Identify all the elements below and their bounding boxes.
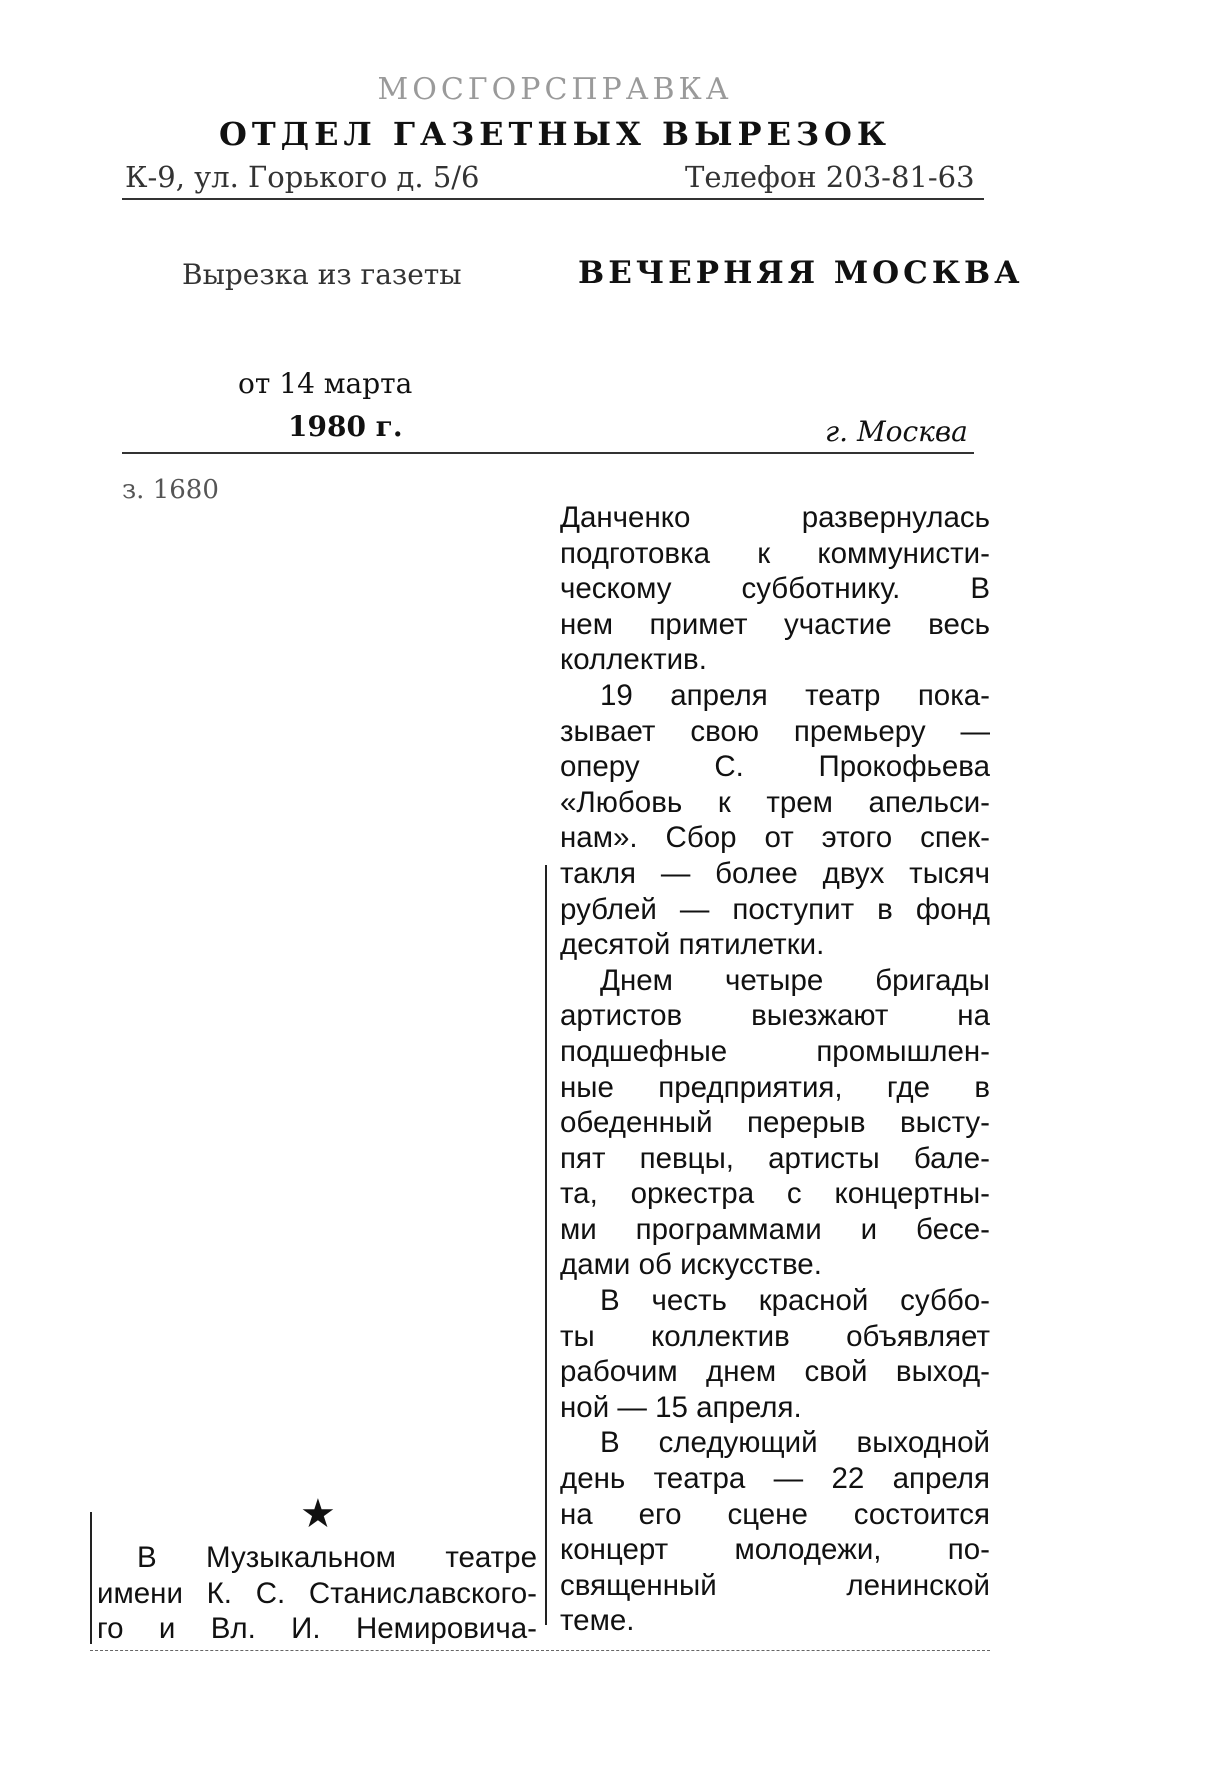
article-line: Данченко развернулась [560,501,990,534]
article-right-column [560,500,990,1639]
article-line: такля — более двух тысяч [560,856,990,890]
organization-name: МОСГОРСПРАВКА [377,72,733,107]
article-line: священный ленинской [560,1568,990,1602]
article-line: нам». Сбор от этого спек- [560,821,990,855]
article-line: ной — 15 апреля. [560,1390,802,1424]
article-line: десятой пятилетки. [560,928,825,962]
article-line: рабочим днем свой выход- [560,1355,990,1389]
article-line: день театра — 22 апреля [560,1462,990,1496]
article-line: В следующий выходной [600,1426,990,1460]
date-divider [122,452,974,454]
clip-edge-left [90,1512,92,1644]
column-divider [545,865,547,1625]
department-title: ОТДЕЛ ГАЗЕТНЫХ ВЫРЕЗОК [218,115,892,153]
article-line: дами об искусстве. [560,1248,822,1282]
article-line: подшефные промышлен- [560,1034,990,1068]
article-line: Днем четыре бригады [600,963,990,997]
article-line: ные предприятия, где в [560,1070,990,1104]
header-divider [122,198,984,200]
article-line: артистов выезжают на [560,999,990,1033]
article-line: рублей — поступит в фонд [560,892,990,926]
article-line: го и Вл. И. Немировича- [97,1612,537,1646]
article-line: нем примет участие весь [560,607,990,641]
clipping-year: 1980 г. [288,410,403,443]
clipping-date: от 14 марта [238,367,413,400]
city-text: г. Москва [825,415,968,448]
article-line: В честь красной суббо- [600,1284,990,1318]
reference-number: з. 1680 [122,475,219,505]
article-line: «Любовь к трем апельси- [560,785,990,819]
article-line: В Музыкальном театре [137,1541,537,1574]
article-line: оперу С. Прокофьева [560,750,990,784]
article-line: ты коллектив объявляет [560,1319,990,1353]
article-line: коллектив. [560,643,707,677]
article-line: та, оркестра с концертны- [560,1177,990,1211]
article-line: зывает свою премьеру — [560,714,990,748]
star-icon: ★ [300,1491,336,1537]
article-line: теме. [560,1604,635,1638]
article-line: пят певцы, артисты бале- [560,1141,990,1175]
phone-text: Телефон 203-81-63 [685,160,975,194]
article-line: ческому субботнику. В [560,572,990,606]
clipping-label: Вырезка из газеты [182,258,462,291]
clip-edge-bottom [90,1650,990,1651]
article-line: имени К. С. Станиславского- [97,1576,537,1610]
article-line: на его сцене состоится [560,1497,990,1531]
article-line: 19 апреля театр пока- [600,678,990,712]
article-line: обеденный перерыв высту- [560,1106,990,1140]
article-line: ми программами и бесе- [560,1212,990,1246]
address-text: К-9, ул. Горького д. 5/6 [125,160,480,194]
article-left-column [97,1540,537,1647]
article-line: концерт молодежи, по- [560,1533,990,1567]
article-line: подготовка к коммунисти- [560,536,990,570]
newspaper-name: ВЕЧЕРНЯЯ МОСКВА [578,255,1024,291]
